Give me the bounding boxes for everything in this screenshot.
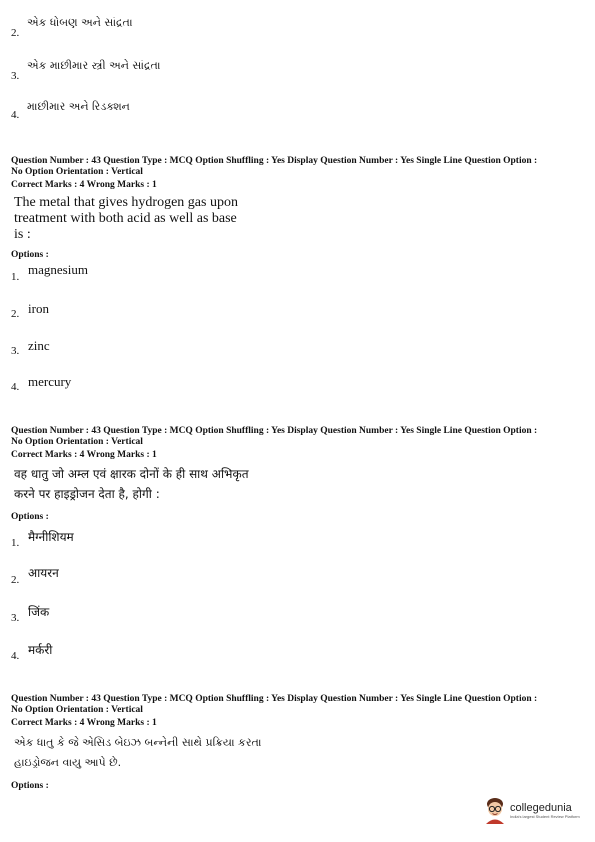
mascot-icon [483,796,507,824]
option-text: માછીમાર અને રિડક્શન [27,100,130,113]
option-number: 2. [11,27,20,39]
collegedunia-logo [483,796,580,824]
option-number: 3. [11,70,20,82]
question-text-line2: હાઇડ્રોજન વાયુ આપે છે. [14,756,122,769]
option-number: 2. [11,308,20,320]
marks-line: Correct Marks : 4 Wrong Marks : 1 [11,450,157,460]
question-text-line2: treatment with both acid as well as base [14,211,237,226]
option-text: એક ધોબણ અને સાંદ્રતા [27,16,133,29]
option-number: 4. [11,381,20,393]
question-text-line1: The metal that gives hydrogen gas upon [14,195,238,210]
question-text-line1: એક ધાતુ કે જે એસિડ બેઇઝ બન્નેની સાથે પ્રક્રિયા કરતા [14,736,262,749]
option-text: मर्करी [28,643,53,657]
option-number: 1. [11,537,20,549]
question-header-line1: Question Number : 43 Question Type : MCQ Option Shuffling : Yes Display Question Number : Yes Single Line Question Option : [11,694,538,704]
question-header-line2: No Option Orientation : Vertical [11,705,143,715]
option-number: 4. [11,109,20,121]
question-header-line1: Question Number : 43 Question Type : MCQ Option Shuffling : Yes Display Question Number : Yes Single Line Question Option : [11,156,538,166]
option-text: iron [28,301,49,316]
option-number: 2. [11,574,20,586]
question-header-line2: No Option Orientation : Vertical [11,167,143,177]
option-text: जिंक [28,605,50,619]
option-number: 4. [11,650,20,662]
question-text-line1: वह धातु जो अम्ल एवं क्षारक दोनों के ही साथ अभिकृत [14,467,249,481]
marks-line: Correct Marks : 4 Wrong Marks : 1 [11,718,157,728]
option-text: आयरन [28,566,59,580]
question-header-line2: No Option Orientation : Vertical [11,437,143,447]
option-number: 3. [11,345,20,357]
option-number: 1. [11,271,20,283]
question-text-line3: is : [14,227,31,242]
option-text: એક માછીમાર સ્ત્રી અને સાંદ્રતા [27,59,161,72]
options-label: Options : [11,250,49,260]
question-header-line1: Question Number : 43 Question Type : MCQ Option Shuffling : Yes Display Question Number : Yes Single Line Question Option : [11,426,538,436]
marks-line: Correct Marks : 4 Wrong Marks : 1 [11,180,157,190]
logo-tagline: India's largest Student Review Platform [510,813,580,819]
option-text: mercury [28,374,72,389]
option-text: मैग्नीशियम [28,530,74,544]
question-text-line2: करने पर हाइड्रोजन देता है, होगी : [14,487,160,501]
options-label: Options : [11,512,49,522]
option-number: 3. [11,612,20,624]
logo-name: collegedunia [510,801,572,814]
option-text: magnesium [28,262,88,277]
options-label: Options : [11,781,49,791]
option-text: zinc [28,338,50,353]
